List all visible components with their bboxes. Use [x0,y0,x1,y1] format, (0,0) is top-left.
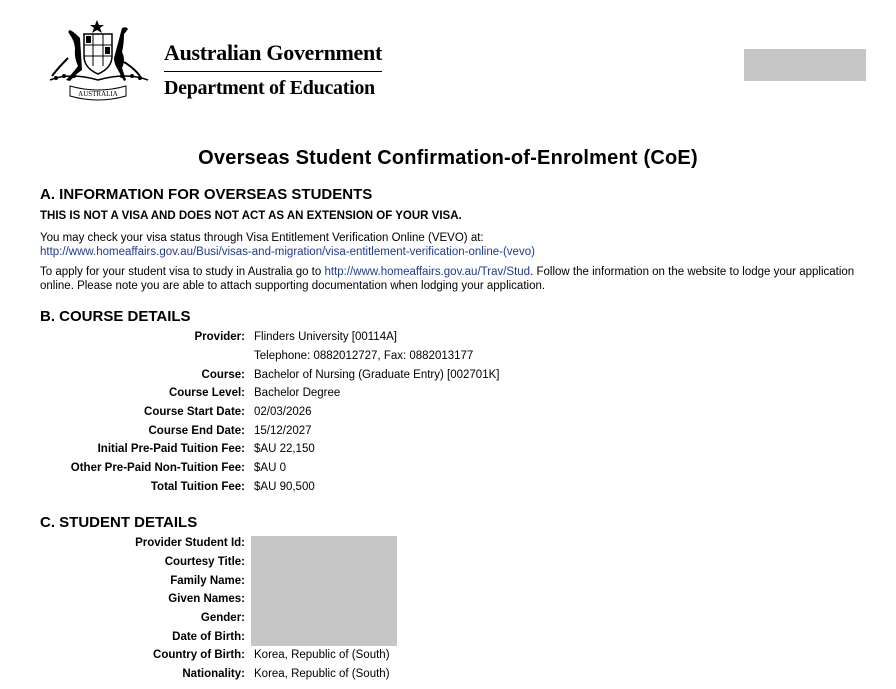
vevo-text: You may check your visa status through Visa Entitlement Verification Online (VEVO) at: [40,232,484,244]
department-name: Department of Education [164,77,375,99]
field-label: Course Level: [168,387,245,399]
field-label: Date of Birth: [172,631,245,643]
student-row-id [0,537,896,555]
field-label: Course End Date: [148,425,245,437]
field-label: Provider: [194,331,245,343]
student-row-nationality [0,668,896,686]
student-row-dob [0,631,896,649]
course-row-initial-fee [0,443,896,461]
field-value: $AU 22,150 [254,443,315,455]
apply-link[interactable]: http://www.homeaffairs.gov.au/Trav/Stud [324,266,531,278]
vevo-link[interactable]: http://www.homeaffairs.gov.au/Busi/visas-and-migration/visa-entitlement-verification-online-(vevo) [40,246,535,258]
student-row-family-name [0,575,896,593]
student-row-gender [0,612,896,630]
student-row-given-names [0,593,896,611]
field-label: Given Names: [168,593,245,605]
field-value: Korea, Republic of (South) [254,668,390,680]
course-row-total-fee [0,481,896,499]
visa-warning: THIS IS NOT A VISA AND DOES NOT ACT AS AN EXTENSION OF YOUR VISA. [40,210,462,222]
section-a-heading: A. INFORMATION FOR OVERSEAS STUDENTS [40,186,373,203]
field-label: Other Pre-Paid Non-Tuition Fee: [70,462,245,474]
field-label: Country of Birth: [153,649,245,661]
field-label: Course Start Date: [144,406,245,418]
section-c-heading: C. STUDENT DETAILS [40,514,198,531]
government-name: Australian Government [164,40,382,65]
field-value: Telephone: 0882012727, Fax: 0882013177 [254,350,474,362]
field-label: Provider Student Id: [135,537,245,549]
document-title: Overseas Student Confirmation-of-Enrolment (CoE) [198,147,698,169]
field-value: Bachelor of Nursing (Graduate Entry) [002701K] [254,369,500,381]
field-value: Flinders University [00114A] [254,331,397,343]
apply-paragraph [40,265,870,293]
course-row-level [0,387,896,405]
field-value: Korea, Republic of (South) [254,649,390,661]
redacted-block [744,49,866,81]
student-row-title [0,556,896,574]
field-value: $AU 0 [254,462,286,474]
section-b-heading: B. COURSE DETAILS [40,308,191,325]
field-label: Nationality: [182,668,245,680]
field-label: Total Tuition Fee: [150,481,245,493]
crest-motto: AUSTRALIA [78,90,118,98]
apply-text-start: To apply for your student visa to study in Australia go to [40,266,325,278]
course-row-end-date [0,425,896,443]
course-row-provider [0,331,896,349]
course-row-telephone [0,350,896,368]
field-label: Gender: [200,612,245,624]
field-label: Initial Pre-Paid Tuition Fee: [97,443,245,455]
field-label: Family Name: [170,575,245,587]
field-value: $AU 90,500 [254,481,315,493]
redacted-student-details [251,536,397,646]
course-row-course [0,369,896,387]
field-value: 02/03/2026 [254,406,312,418]
student-row-country-of-birth [0,649,896,667]
apply-text-end: . Follow the information on the website to lodge your application online. Please note you are able to attach supporting documentation when lodging your application. [40,266,855,292]
coat-of-arms-icon [40,18,158,102]
field-value: 15/12/2027 [254,425,312,437]
header-divider [164,71,382,72]
field-label: Course: [201,369,245,381]
field-label: Courtesy Title: [164,556,245,568]
course-row-start-date [0,406,896,424]
field-value: Bachelor Degree [254,387,341,399]
course-row-non-tuition-fee [0,462,896,480]
